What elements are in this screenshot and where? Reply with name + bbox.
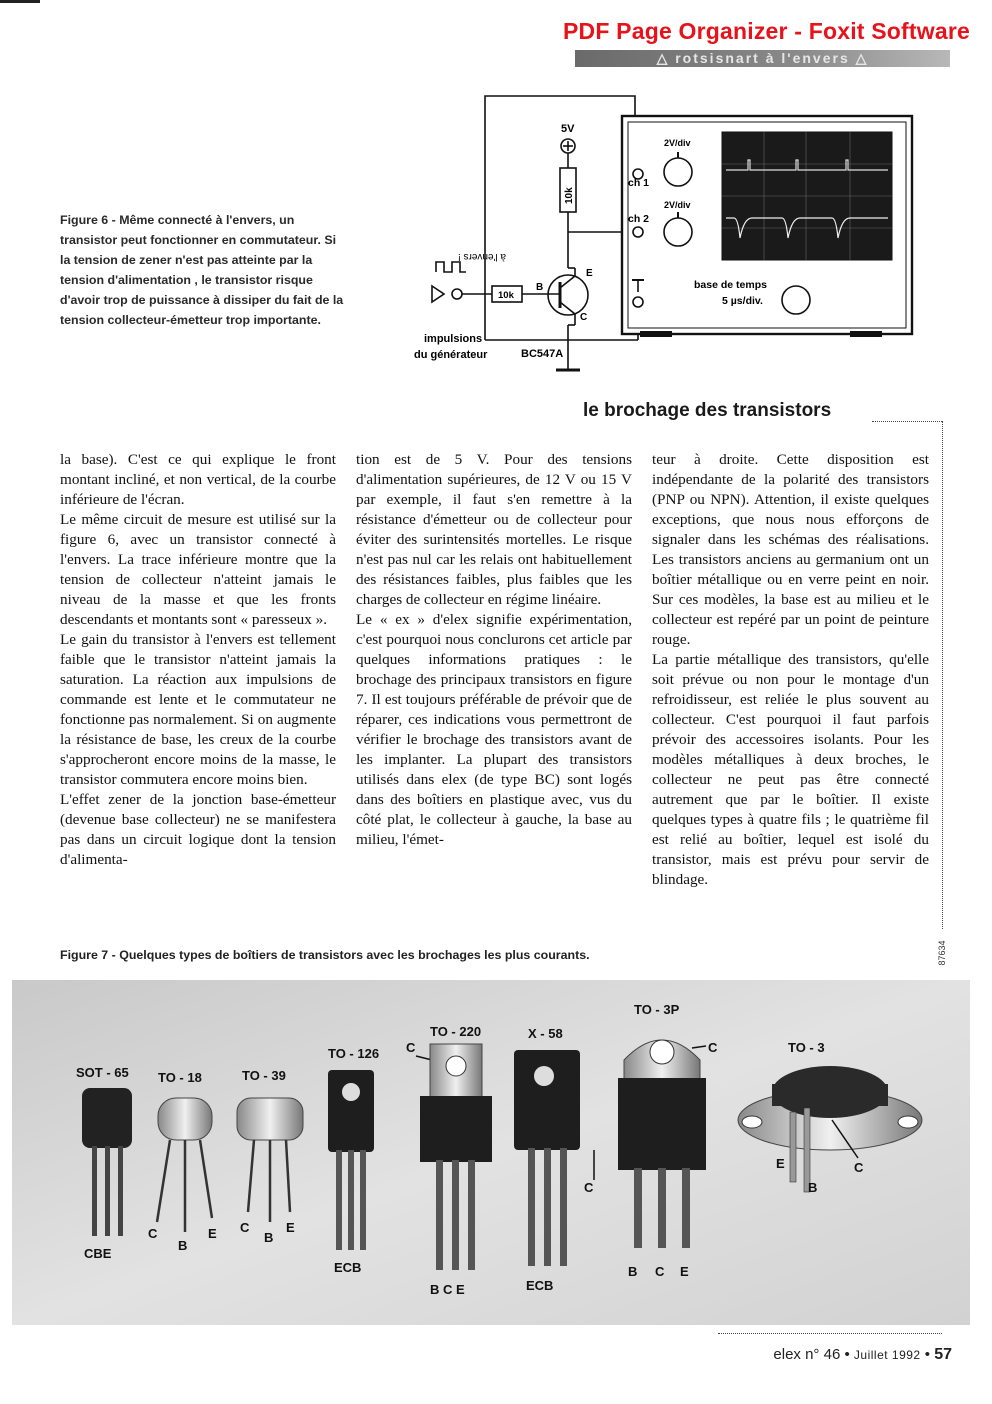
side-dotted-rule — [942, 421, 943, 929]
ch1-scale-label: 2V/div — [664, 138, 691, 148]
generator-label-2: du générateur — [414, 349, 488, 361]
svg-text:C: C — [584, 1180, 594, 1195]
ch1-label: ch 1 — [628, 177, 650, 189]
generator-label-1: impulsions — [424, 333, 483, 345]
page-footer: elex n° 46 • Juillet 1992 • 57 — [773, 1346, 952, 1363]
heading-dotted-rule — [872, 421, 942, 422]
svg-text:B: B — [178, 1238, 188, 1253]
svg-text:C: C — [148, 1226, 158, 1241]
figure7-caption: Figure 7 - Quelques types de boîtiers de transistors avec les brochages les plus courants. — [60, 948, 590, 962]
base-resistor-label: 10k — [498, 290, 514, 301]
svg-text:B: B — [628, 1264, 638, 1279]
paragraph: L'effet zener de la jonction base-émetteur (devenue base collecteur) ne se manifestera pas dans un circuit logique dont la tension d'alimenta- — [60, 791, 336, 868]
timebase-label: base de temps — [694, 279, 767, 291]
paragraph: la base). C'est ce qui explique le front montant incliné, et non vertical, de la courbe inférieure de l'écran. — [60, 451, 336, 508]
svg-text:C: C — [655, 1264, 665, 1279]
svg-text:TO - 3P: TO - 3P — [634, 1002, 680, 1017]
svg-text:SOT - 65: SOT - 65 — [76, 1065, 129, 1080]
paragraph: tion est de 5 V. Pour des tensions d'alimentation supérieures, de 12 V ou 15 V par exemple, il faut s'en remettre à la résistance d'émetteur ou de collecteur pour éviter des surintensités mortelles. Le risque n'est pas nul car les relais ont habituellement des résistances faibles, plus faibles que les charges de collecteur en régime linéaire. — [356, 451, 632, 608]
pin-c-label: C — [580, 312, 588, 323]
svg-text:C: C — [708, 1040, 718, 1055]
page-number: 57 — [934, 1346, 952, 1363]
ch2-label: ch 2 — [628, 213, 650, 225]
ch2-scale-label: 2V/div — [664, 200, 691, 210]
footer-dotted-rule — [718, 1333, 942, 1334]
figure7-packages — [12, 980, 970, 1325]
svg-text:TO - 126: TO - 126 — [328, 1046, 380, 1061]
svg-text:E: E — [776, 1156, 785, 1171]
running-header: △ rotsisnart à l'envers △ — [575, 50, 950, 67]
svg-text:C: C — [406, 1040, 416, 1055]
svg-text:E: E — [286, 1220, 295, 1235]
svg-text:B: B — [808, 1180, 818, 1195]
issue-date: Juillet 1992 — [853, 1348, 921, 1362]
svg-text:E: E — [680, 1264, 689, 1279]
figure6-caption: Figure 6 - Même connecté à l'envers, un transistor peut fonctionner en commutateur. Si la tension de zener n'est pas atteinte par la tension d'alimentation , le transistor risque d'avoir trop de puissance à dissiper du fait de la tension collecteur-émetteur trop importante. — [60, 213, 344, 327]
svg-text:ECB: ECB — [334, 1260, 362, 1275]
watermark-text: PDF Page Organizer - Foxit Software — [562, 18, 970, 44]
svg-text:TO - 18: TO - 18 — [158, 1070, 202, 1085]
svg-text:X - 58: X - 58 — [528, 1026, 563, 1041]
svg-text:TO - 3: TO - 3 — [788, 1040, 825, 1055]
text-column-1 — [60, 450, 336, 870]
text-column-3 — [652, 450, 929, 890]
svg-text:C: C — [854, 1160, 864, 1175]
paragraph: Le « ex » d'elex signifie expérimentation, c'est pourquoi nous conclurons cet article par quelques informations pratiques : le brochage des principaux transistors en figure 7. Il est toujours préférable de prévoir que de réparer, ces indications vous permettront de vérifier le brochage des transistors avant de les implanter. La plupart des transistors utilisés dans elex (de type BC) sont logés dans des boîtiers en plastique avec, vus du côté plat, le collecteur à gauche, la base au milieu, l'émet- — [356, 611, 632, 848]
svg-text:TO - 220: TO - 220 — [430, 1024, 482, 1039]
svg-text:B: B — [264, 1230, 274, 1245]
section-heading: le brochage des transistors — [583, 400, 832, 421]
collector-resistor-label: 10k — [564, 187, 575, 204]
svg-text:B C E: B C E — [430, 1282, 465, 1297]
text-column-2 — [356, 450, 632, 850]
paragraph: Le même circuit de mesure est utilisé sur la figure 6, avec un transistor connecté à l'envers. La trace inférieure montre que la tension de collecteur n'atteint jamais le niveau de la masse et que les fronts descendants et montants sont « paresseux ». — [60, 511, 336, 628]
top-rule — [0, 0, 40, 3]
svg-text:TO - 39: TO - 39 — [242, 1068, 286, 1083]
transistor-label: BC547A — [521, 348, 564, 360]
reversed-label: à l'envers ! — [457, 251, 506, 262]
pin-b-label: B — [536, 282, 544, 293]
paragraph: Le gain du transistor à l'envers est tellement faible que le transistor n'atteint jamais la saturation. La réaction aux impulsions de commande est lente et le commutateur ne fonctionne pas normalement. Si on augmente la résistance de base, les creux de la courbe s'approcheront encore moins de la masse, le transistor commutera encore moins bien. — [60, 631, 336, 788]
magazine-issue: elex n° 46 — [773, 1346, 841, 1363]
timebase-value: 5 µs/div. — [722, 295, 763, 307]
side-code: 87634 — [937, 940, 947, 966]
svg-text:E: E — [208, 1226, 217, 1241]
svg-text:ECB: ECB — [526, 1278, 554, 1293]
paragraph: La partie métallique des transistors, qu'elle soit prévue ou non pour le montage d'un refroidisseur, est reliée le plus souvent au collecteur. C'est pourquoi il faut parfois prévoir des accessoires isolants. Pour les modèles métalliques à deux broches, le collecteur ne peut pas être connecté autrement que par le boîtier. Il existe quelques types à quatre fils ; le quatrième fil est relié au boîtier, lequel est isolé du transistor, mais est prévu pour servir de blindage. — [652, 651, 929, 888]
supply-label: 5V — [561, 123, 575, 135]
svg-text:CBE: CBE — [84, 1246, 112, 1261]
paragraph: teur à droite. Cette disposition est indépendante de la polarité des transistors (PNP ou NPN). Attention, il existe quelques exceptions, que nous nous efforçons de signaler dans les schémas des réalisations. Les transistors anciens au germanium ont un boîtier métallique ou en verre peint en noir. Sur ces modèles, la base est au milieu et le collecteur est repéré par un point de peinture rouge. — [652, 451, 929, 648]
figure6-circuit — [400, 90, 940, 390]
pin-e-label: E — [586, 268, 593, 279]
svg-text:C: C — [240, 1220, 250, 1235]
